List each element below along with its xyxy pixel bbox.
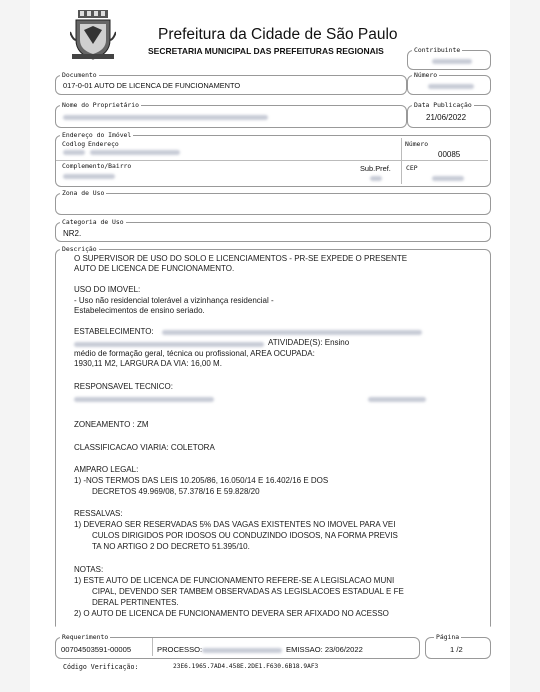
- cau-redacted: [368, 397, 426, 402]
- requerimento-label: Requerimento: [62, 633, 109, 641]
- responsavel-redacted: [74, 397, 214, 402]
- endereco-row-divider: [56, 160, 488, 161]
- desc-line: RESPONSAVEL TECNICO:: [74, 382, 173, 391]
- desc-line: AMPARO LEGAL:: [74, 465, 139, 474]
- complemento-label: Complemento/Bairro: [62, 162, 132, 170]
- numero-divider: [401, 138, 402, 160]
- codlog-redacted: [63, 150, 85, 155]
- pagina-label: Página: [436, 633, 460, 641]
- desc-line: médio de formação geral, técnica ou profissional, AREA OCUPADA:: [74, 349, 315, 358]
- zona-label: Zona de Uso: [62, 189, 105, 197]
- descricao-label: Descrição: [62, 245, 97, 253]
- emissao-label: EMISSAO: 23/06/2022: [286, 645, 363, 654]
- estabelecimento-redacted: [162, 330, 422, 335]
- documento-label: Documento: [62, 71, 97, 79]
- numero-imovel-label: Número: [405, 140, 429, 148]
- codigo-label: Código Verificação:: [63, 663, 139, 671]
- desc-line: 2) O AUTO DE LICENCA DE FUNCIONAMENTO DEVERA SER AFIXADO NO ACESSO: [74, 609, 389, 618]
- desc-line: 1) ESTE AUTO DE LICENCA DE FUNCIONAMENTO REFERE-SE A LEGISLACAO MUNI: [74, 576, 395, 585]
- document-page: [30, 0, 510, 692]
- endereco-redacted: [90, 150, 180, 155]
- desc-line: AUTO DE LICENCA DE FUNCIONAMENTO.: [74, 264, 235, 273]
- subpref-redacted: [370, 176, 382, 181]
- processo-redacted: [202, 648, 282, 653]
- city-crest-icon: [70, 10, 116, 60]
- proprietario-label: Nome do Proprietário: [62, 101, 139, 109]
- desc-line: USO DO IMOVEL:: [74, 285, 141, 294]
- codigo-value: 23E6.1965.7AD4.458E.2DE1.F630.6B18.9AF3: [173, 663, 319, 670]
- data-publicacao-label: Data Publicação: [414, 101, 472, 109]
- desc-line: O SUPERVISOR DE USO DO SOLO E LICENCIAMENTOS - PR-SE EXPEDE O PRESENTE: [74, 254, 408, 263]
- endereco-sub-label: Endereço: [88, 140, 119, 148]
- desc-line: CIPAL, DEVENDO SER TAMBEM OBSERVADAS AS LEGISLACOES ESTADUAL E FE: [92, 587, 404, 596]
- cnpj-redacted: [74, 342, 264, 347]
- complemento-redacted: [63, 174, 115, 179]
- zona-box: [55, 193, 491, 215]
- desc-line: 1) -NOS TERMOS DAS LEIS 10.205/86, 16.050/14 E 16.402/16 E DOS: [74, 476, 329, 485]
- desc-line: - Uso não residencial tolerável a vizinhança residencial -: [74, 296, 274, 305]
- desc-line: RESSALVAS:: [74, 509, 123, 518]
- cep-redacted: [432, 176, 464, 181]
- processo-label: PROCESSO:: [157, 645, 203, 654]
- desc-line: DECRETOS 49.969/08, 57.378/16 E 59.828/20: [92, 487, 260, 496]
- desc-line: CLASSIFICACAO VIARIA: COLETORA: [74, 443, 215, 452]
- desc-line: CULOS DIRIGIDOS POR IDOSOS OU CONDUZINDO IDOSOS, NA FORMA PREVIS: [92, 531, 398, 540]
- requerimento-value: 00704503591-00005: [61, 645, 132, 654]
- categoria-label: Categoria de Uso: [62, 218, 124, 226]
- desc-line: 1930,11 M2, LARGURA DA VIA: 16,00 M.: [74, 359, 222, 368]
- endereco-label: Endereço do Imóvel: [62, 131, 132, 139]
- proprietario-redacted: [63, 115, 268, 120]
- numero-imovel-value: 00085: [438, 150, 461, 159]
- cep-label: CEP: [406, 164, 418, 172]
- page-title: Prefeitura da Cidade de São Paulo: [158, 26, 398, 43]
- contribuinte-redacted: [432, 59, 472, 64]
- categoria-value: NR2.: [63, 229, 82, 238]
- codlog-label: Codlog: [62, 140, 86, 148]
- pagina-value: 1 /2: [450, 645, 463, 654]
- requerimento-divider: [152, 638, 153, 656]
- descricao-text: [56, 250, 486, 622]
- cep-divider: [401, 161, 402, 184]
- desc-line: ZONEAMENTO : ZM: [74, 420, 149, 429]
- numero-redacted: [428, 84, 474, 89]
- desc-line: NOTAS:: [74, 565, 104, 574]
- page-subtitle: SECRETARIA MUNICIPAL DAS PREFEITURAS REGIONAIS: [148, 46, 384, 56]
- contribuinte-label: Contribuinte: [414, 46, 461, 54]
- documento-value: 017-0-01 AUTO DE LICENCA DE FUNCIONAMENTO: [63, 81, 241, 90]
- subpref-label: Sub.Pref.: [360, 164, 391, 173]
- desc-line: ATIVIDADE(S): Ensino: [268, 338, 350, 347]
- desc-line: TA NO ARTIGO 2 DO DECRETO 51.395/10.: [92, 542, 250, 551]
- desc-line: Estabelecimentos de ensino seriado.: [74, 306, 205, 315]
- desc-line: ESTABELECIMENTO:: [74, 327, 154, 336]
- numero-label: Número: [414, 71, 438, 79]
- desc-line: DERAL PERTINENTES.: [92, 598, 179, 607]
- desc-line: 1) DEVERAO SER RESERVADAS 5% DAS VAGAS EXISTENTES NO IMOVEL PARA VEI: [74, 520, 396, 529]
- data-publicacao-value: 21/06/2022: [426, 113, 467, 122]
